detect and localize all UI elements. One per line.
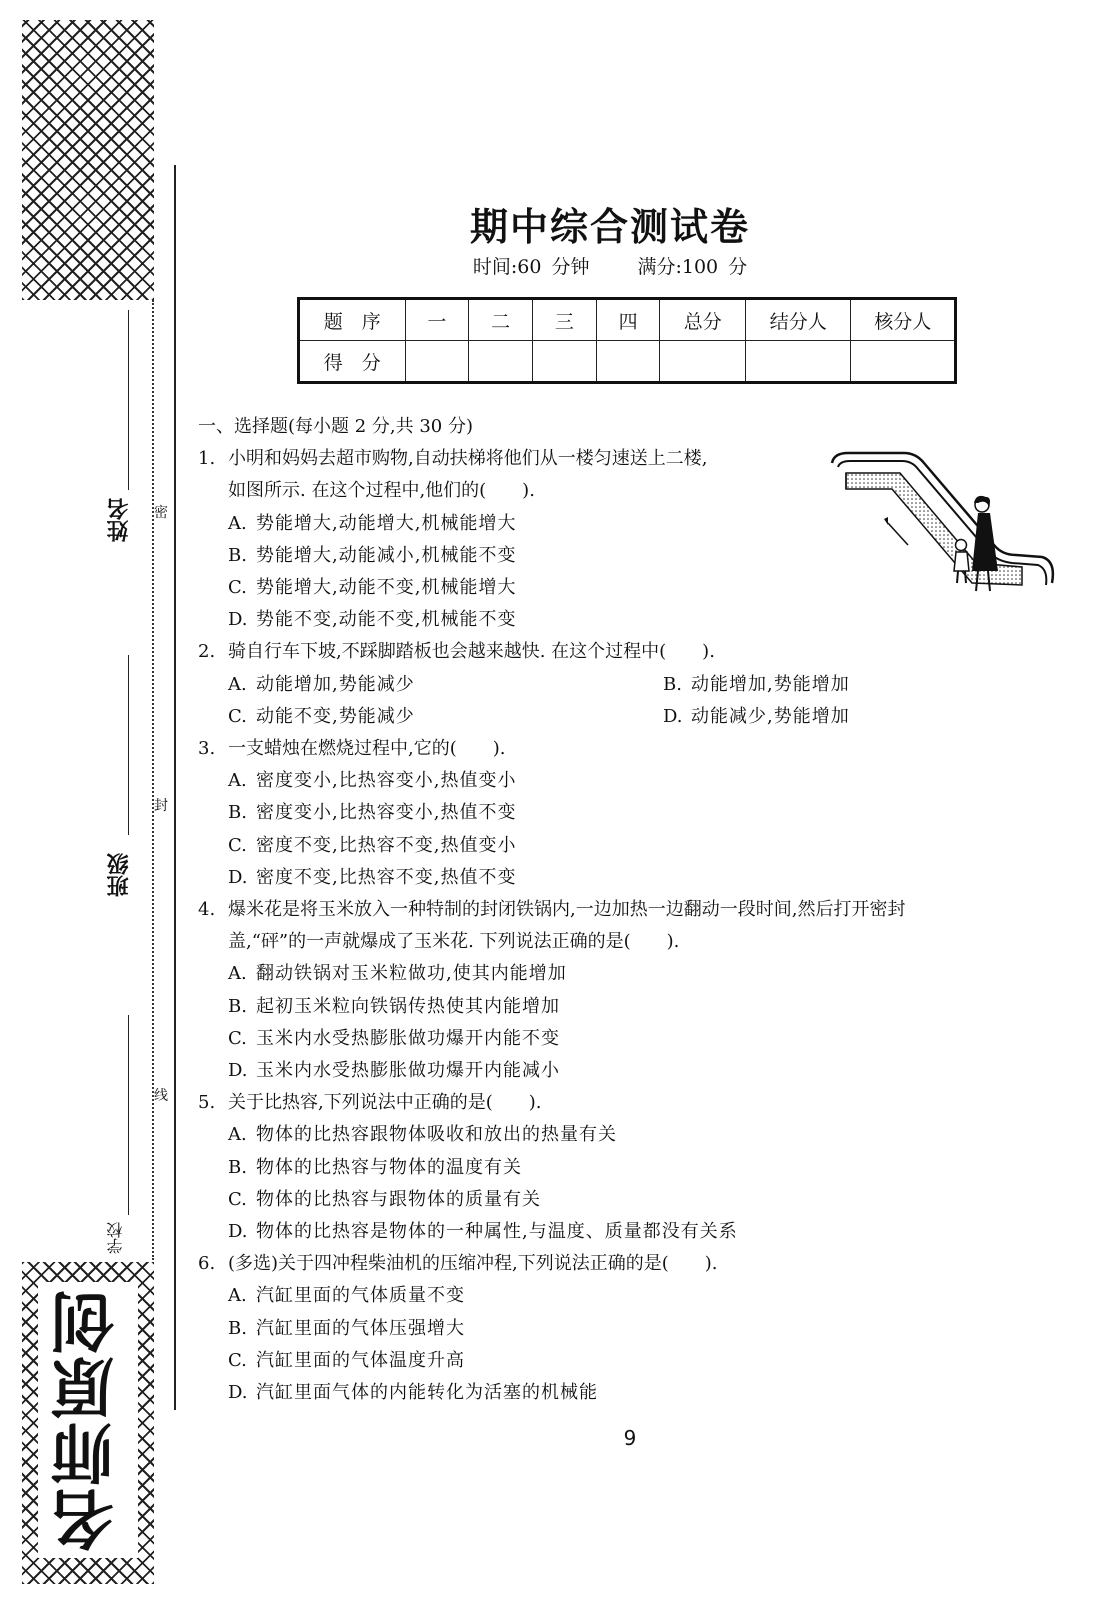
brand-logo: 名师原创: [24, 1270, 152, 1570]
question-number: 6.: [198, 1253, 216, 1275]
name-field[interactable]: [100, 300, 140, 500]
name-label: 姓名: [107, 498, 132, 542]
option-d[interactable]: D. 物体的比热容是物体的一种属性,与温度、质量都没有关系: [228, 1221, 738, 1243]
score-cell[interactable]: [746, 341, 851, 383]
option-b[interactable]: B. 密度变小,比热容变小,热值不变: [228, 802, 517, 824]
score-cell[interactable]: [405, 341, 469, 383]
option-b[interactable]: B. 起初玉米粒向铁锅传热使其内能增加: [228, 995, 560, 1017]
score-table-header-row: [299, 299, 956, 341]
time-limit: 时间:60 分钟: [472, 256, 590, 278]
score-table: [297, 297, 957, 384]
score-table-header: 结分人: [746, 299, 851, 341]
score-table-header: 三: [533, 299, 597, 341]
option-a[interactable]: A. 物体的比热容跟物体吸收和放出的热量有关: [228, 1124, 617, 1146]
page-number: 9: [623, 1426, 637, 1450]
option-b[interactable]: B. 物体的比热容与物体的温度有关: [228, 1156, 522, 1178]
question-stem: 小明和妈妈去超市购物,自动扶梯将他们从一楼匀速送上二楼,: [228, 448, 708, 470]
question-3: [198, 733, 1068, 894]
score-cell[interactable]: [596, 341, 660, 383]
question-stem: 一支蜡烛在燃烧过程中,它的( ).: [228, 738, 506, 760]
score-cell[interactable]: [660, 341, 746, 383]
section-heading: 一、选择题(每小题 2 分,共 30 分): [198, 416, 474, 437]
class-field[interactable]: [100, 650, 140, 840]
option-a[interactable]: A. 翻动铁锅对玉米粒做功,使其内能增加: [228, 963, 567, 985]
option-d[interactable]: D. 动能减少,势能增加: [663, 705, 850, 727]
question-stem: 爆米花是将玉米放入一种特制的封闭铁锅内,一边加热一边翻动一段时间,然后打开密封: [228, 899, 906, 921]
question-stem: (多选)关于四冲程柴油机的压缩冲程,下列说法正确的是( ).: [228, 1253, 718, 1275]
school-field[interactable]: [100, 1010, 140, 1220]
margin-rule: [174, 165, 176, 1410]
seal-char-xian: 线: [154, 1083, 168, 1107]
option-d[interactable]: D. 玉米内水受热膨胀做功爆开内能减小: [228, 1060, 560, 1082]
option-c[interactable]: C. 密度不变,比热容不变,热值变小: [228, 834, 517, 856]
question-2: [198, 636, 1068, 733]
question-number: 4.: [198, 899, 216, 921]
seal-char-mi: 密: [154, 500, 168, 524]
option-b[interactable]: B. 势能增大,动能减小,机械能不变: [228, 544, 517, 566]
score-row-label: 得 分: [299, 341, 406, 383]
option-c[interactable]: C. 汽缸里面的气体温度升高: [228, 1349, 465, 1371]
option-d[interactable]: D. 势能不变,动能不变,机械能不变: [228, 609, 517, 631]
option-d[interactable]: D. 汽缸里面气体的内能转化为活塞的机械能: [228, 1382, 598, 1404]
option-c[interactable]: C. 物体的比热容与跟物体的质量有关: [228, 1188, 541, 1210]
option-d[interactable]: D. 密度不变,比热容不变,热值不变: [228, 866, 517, 888]
question-6: [198, 1248, 1068, 1409]
option-c[interactable]: C. 玉米内水受热膨胀做功爆开内能不变: [228, 1027, 560, 1049]
score-cell[interactable]: [851, 341, 956, 383]
decorative-hatch-top: [22, 20, 154, 300]
page-title: 期中综合测试卷: [469, 205, 750, 249]
option-c[interactable]: C. 势能增大,动能不变,机械能增大: [228, 577, 517, 599]
score-table-header: 核分人: [851, 299, 956, 341]
option-a[interactable]: A. 密度变小,比热容变小,热值变小: [228, 770, 517, 792]
question-number: 1.: [198, 448, 216, 470]
score-table-header: 二: [469, 299, 533, 341]
option-a[interactable]: A. 动能增加,势能减少: [228, 673, 415, 695]
question-1: [198, 443, 1068, 636]
option-a[interactable]: A. 汽缸里面的气体质量不变: [228, 1285, 465, 1307]
option-a[interactable]: A. 势能增大,动能增大,机械能增大: [228, 512, 517, 534]
question-stem-cont: 如图所示. 在这个过程中,他们的( ).: [228, 480, 535, 502]
question-stem: 关于比热容,下列说法中正确的是( ).: [228, 1092, 542, 1114]
question-number: 5.: [198, 1092, 216, 1114]
score-table-label: 题 序: [299, 299, 406, 341]
question-stem-cont: 盖,“砰”的一声就爆成了玉米花. 下列说法正确的是( ).: [228, 931, 680, 953]
seal-line: [152, 300, 154, 1260]
option-b[interactable]: B. 动能增加,势能增加: [663, 673, 850, 695]
score-table-header: 四: [596, 299, 660, 341]
seal-char-feng: 封: [154, 793, 168, 817]
school-label: 学校: [106, 1222, 125, 1254]
option-c[interactable]: C. 动能不变,势能减少: [228, 705, 415, 727]
question-number: 3.: [198, 738, 216, 760]
option-b[interactable]: B. 汽缸里面的气体压强增大: [228, 1317, 465, 1339]
exam-info: [360, 252, 860, 279]
question-list: [198, 411, 1068, 1409]
score-table-score-row: [299, 341, 956, 383]
full-score: 满分:100 分: [637, 256, 748, 278]
score-cell[interactable]: [533, 341, 597, 383]
question-4: [198, 894, 1068, 1087]
question-number: 2.: [198, 641, 216, 663]
score-table-header: 一: [405, 299, 469, 341]
score-table-header: 总分: [660, 299, 746, 341]
score-cell[interactable]: [469, 341, 533, 383]
question-5: [198, 1087, 1068, 1248]
question-stem: 骑自行车下坡,不踩脚踏板也会越来越快. 在这个过程中( ).: [228, 641, 715, 663]
class-label: 班级: [107, 853, 132, 897]
